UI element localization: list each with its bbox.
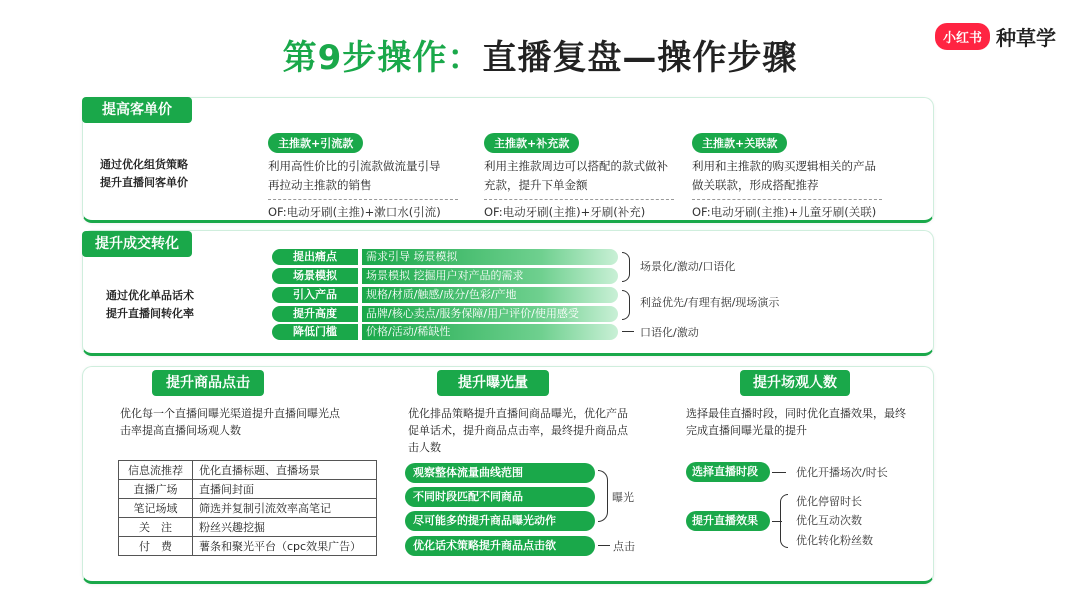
connector bbox=[598, 545, 610, 546]
title-prefix: 第9步操作： bbox=[282, 38, 483, 78]
combo-tag: 主推款+引流款 bbox=[268, 133, 363, 153]
divider bbox=[692, 199, 882, 200]
channel-table bbox=[118, 460, 377, 556]
combo-column: 主推款+补充款 利用主推款周边可以搭配的款式做补 充款，提升下单金额 OF:电动牙刷(主推)+牙刷(补充) bbox=[484, 132, 684, 220]
click-step: 优化话术策略提升商品点击欲 bbox=[405, 536, 595, 556]
brand-text: 种草学 bbox=[996, 26, 1056, 50]
viewers-tag: 提升场观人数 bbox=[740, 370, 850, 396]
script-step: 降低门槛 价格/活动/稀缺性 bbox=[272, 324, 618, 340]
table-row: 直播广场 直播间封面 bbox=[119, 480, 377, 499]
combo-tag: 主推款+补充款 bbox=[484, 133, 579, 153]
divider bbox=[484, 199, 674, 200]
viewers-desc: 选择最佳直播时段，同时优化直播效果，最终 完成直播间曝光量的提升 bbox=[686, 407, 906, 437]
combo-column: 主推款+关联款 利用和主推款的购买逻辑相关的产品 做关联款，形成搭配推荐 OF:电动牙刷(主推)+儿童牙刷(关联) bbox=[692, 132, 902, 220]
brand-logo: 小红书 bbox=[935, 23, 990, 50]
note: 利益优先/有理有据/现场演示 bbox=[640, 296, 780, 309]
title-main: 直播复盘—操作步骤 bbox=[482, 38, 798, 78]
divider bbox=[268, 199, 458, 200]
effect-note: 优化转化粉丝数 bbox=[796, 534, 873, 547]
effect-tag: 提升直播效果 bbox=[686, 511, 770, 531]
table-row: 关 注 粉丝兴趣挖掘 bbox=[119, 518, 377, 537]
table-row: 付 费 薯条和聚光平台（cpc效果广告） bbox=[119, 537, 377, 556]
connector bbox=[772, 472, 786, 473]
exposure-step: 尽可能多的提升商品曝光动作 bbox=[405, 511, 595, 531]
brand bbox=[935, 22, 1056, 51]
note: 口语化/激动 bbox=[640, 326, 699, 339]
note: 场景化/激动/口语化 bbox=[640, 260, 736, 273]
time-slot-tag: 选择直播时段 bbox=[686, 462, 770, 482]
bracket bbox=[780, 494, 788, 548]
page-title bbox=[0, 30, 1080, 79]
bracket bbox=[622, 252, 630, 282]
combo-example: OF:电动牙刷(主推)+儿童牙刷(关联) bbox=[692, 205, 877, 219]
click-desc: 优化每一个直播间曝光渠道提升直播间曝光点 击率提高直播间场观人数 bbox=[120, 407, 340, 437]
click-label: 点击 bbox=[613, 540, 635, 553]
combo-example: OF:电动牙刷(主推)+牙刷(补充) bbox=[484, 205, 646, 219]
exposure-desc: 优化排品策略提升直播间商品曝光，优化产品 促单话术，提升商品点击率，最终提升商品点 击人数 bbox=[408, 407, 628, 454]
script-step: 场景模拟 场景模拟 挖掘用户对产品的需求 bbox=[272, 268, 618, 284]
section-conversion-tag: 提升成交转化 bbox=[82, 231, 192, 257]
click-tag: 提升商品点击 bbox=[152, 370, 264, 396]
section-conversion-label: 通过优化单品话术 提升直播间转化率 bbox=[106, 289, 194, 320]
section-raise-aov-tag: 提高客单价 bbox=[82, 97, 192, 123]
table-row: 笔记场域 筛选并复制引流效率高笔记 bbox=[119, 499, 377, 518]
bracket bbox=[598, 470, 608, 522]
bracket bbox=[622, 290, 630, 320]
effect-note: 优化互动次数 bbox=[796, 514, 862, 527]
exposure-label: 曝光 bbox=[612, 491, 634, 504]
exposure-step: 观察整体流量曲线范围 bbox=[405, 463, 595, 483]
combo-example: OF:电动牙刷(主推)+漱口水(引流) bbox=[268, 205, 441, 219]
combo-column: 主推款+引流款 利用高性价比的引流款做流量引导 再拉动主推款的销售 OF:电动牙刷(主推)+漱口水(引流) bbox=[268, 132, 468, 220]
script-step: 提出痛点 需求引导 场景模拟 bbox=[272, 249, 618, 265]
table-row: 信息流推荐 优化直播标题、直播场景 bbox=[119, 461, 377, 480]
exposure-step: 不同时段匹配不同商品 bbox=[405, 487, 595, 507]
time-slot-note: 优化开播场次/时长 bbox=[796, 466, 888, 479]
script-step: 引入产品 规格/材质/触感/成分/色彩/产地 bbox=[272, 287, 618, 303]
connector bbox=[622, 331, 634, 332]
exposure-tag: 提升曝光量 bbox=[437, 370, 549, 396]
script-step: 提升高度 品牌/核心卖点/服务保障/用户评价/使用感受 bbox=[272, 306, 618, 322]
combo-tag: 主推款+关联款 bbox=[692, 133, 787, 153]
section-raise-aov-label: 通过优化组货策略 提升直播间客单价 bbox=[100, 158, 188, 189]
effect-note: 优化停留时长 bbox=[796, 495, 862, 508]
